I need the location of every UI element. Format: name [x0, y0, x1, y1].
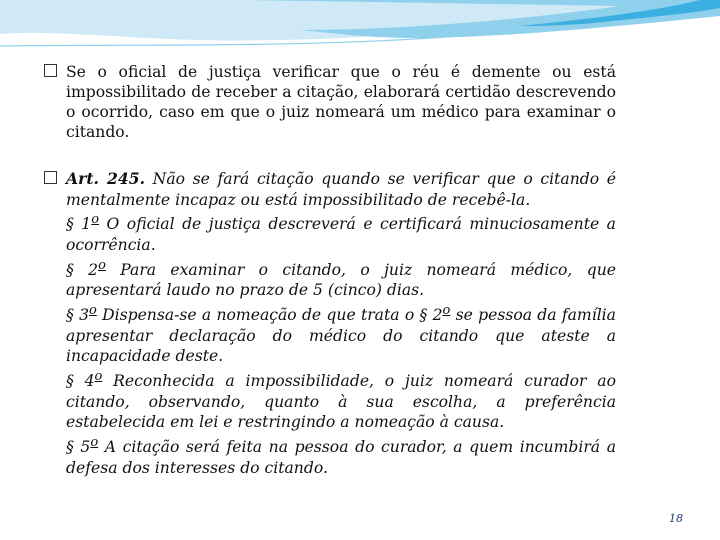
- paragraph-reference-symbol: § 2: [419, 306, 443, 325]
- paragraph-ordinal: o: [94, 368, 103, 384]
- paragraph-symbol: § 4: [66, 372, 95, 391]
- paragraph-text: O oficial de justiça descreverá e certificará minuciosamente a ocorrência.: [66, 215, 616, 254]
- article-caput-text: Não se fará citação quando se verificar que o citando é mentalmente incapaz ou está impossibilitado de recebê-la.: [66, 170, 616, 209]
- paragraph-symbol: § 3: [66, 306, 89, 325]
- article-caput: [66, 169, 616, 210]
- paragraph-text-before: Dispensa-se a nomeação de que trata o: [102, 306, 420, 325]
- paragraph-1: [44, 62, 616, 142]
- article-245-block: [44, 169, 616, 478]
- article-paragraph-3: [66, 301, 616, 367]
- paragraph-symbol: § 5: [66, 438, 91, 457]
- paragraph-text: Para examinar o citando, o juiz nomeará médico, que apresentará laudo no prazo de 5 (cinco) dias.: [66, 260, 616, 300]
- square-bullet-icon: [44, 64, 57, 77]
- article-paragraph-4: [66, 367, 616, 433]
- paragraph-1-text: Se o oficial de justiça verificar que o réu é demente ou está impossibilitado de receber a citação, elaborará certidão descrevendo o ocorrido, caso em que o juiz nomeará um médico para examinar o citando.: [66, 63, 616, 141]
- paragraph-ordinal: o: [89, 302, 97, 318]
- paragraph-reference-ordinal: o: [442, 302, 451, 318]
- article-label: Art. 245.: [66, 169, 146, 188]
- paragraph-symbol: § 2: [66, 260, 99, 279]
- article-paragraph-1: [66, 210, 616, 255]
- slide-content: [44, 62, 616, 478]
- paragraph-ordinal: o: [90, 434, 99, 450]
- paragraph-ordinal: o: [98, 257, 106, 273]
- paragraph-text: A citação será feita na pessoa do curador, a quem incumbirá a defesa dos interesses do citando.: [66, 438, 616, 477]
- header-wave-decoration: [0, 0, 720, 60]
- page-number: 18: [669, 512, 683, 525]
- article-paragraph-5: [66, 433, 616, 478]
- article-paragraph-2: [66, 256, 616, 301]
- paragraph-text: Reconhecida a impossibilidade, o juiz nomeará curador ao citando, observando, quanto à sua escolha, a preferência estabelecida em lei e restringindo a nomeação à causa.: [66, 372, 616, 432]
- paragraph-symbol: § 1: [66, 215, 92, 234]
- square-bullet-icon: [44, 171, 57, 184]
- paragraph-text-after: se pessoa da família apresentar declaração do médico do citando que ateste a incapacidade deste.: [66, 306, 616, 366]
- paragraph-ordinal: o: [91, 212, 100, 228]
